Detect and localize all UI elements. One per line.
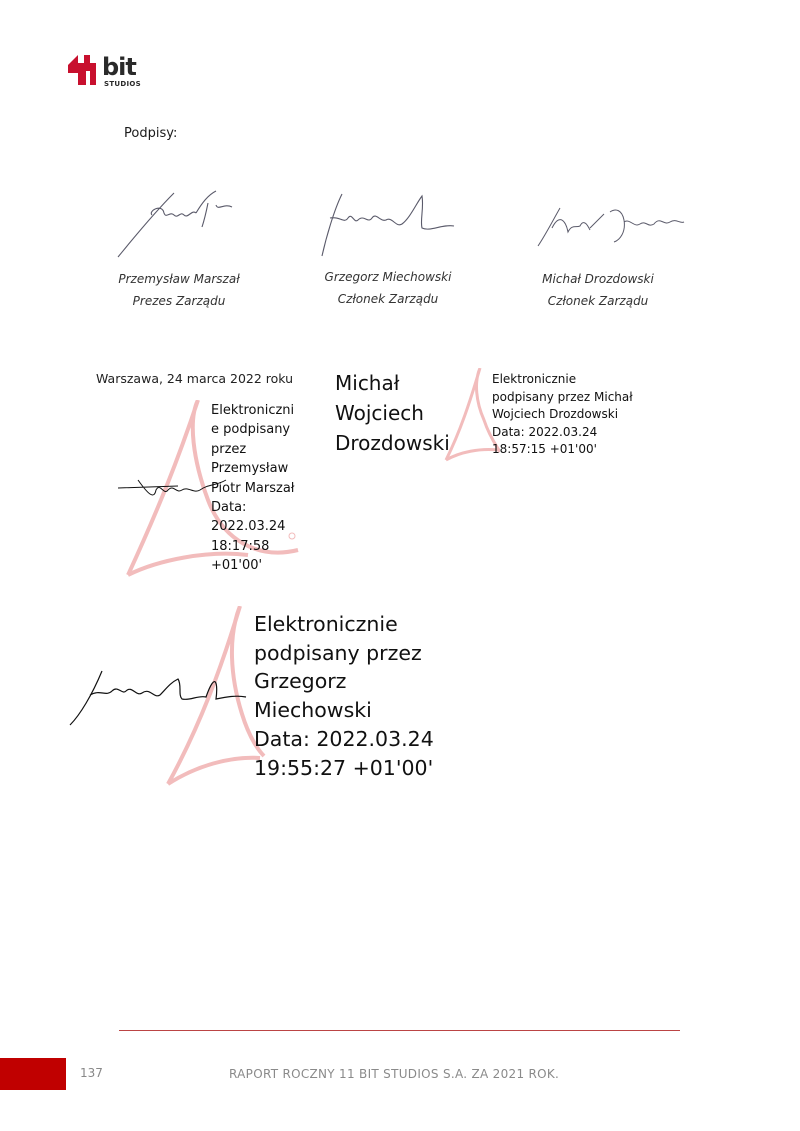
company-logo (66, 49, 148, 93)
logo-wordmark: bit (102, 53, 136, 81)
esig-name-line: Drozdowski (335, 431, 450, 455)
handwritten-signature-drozdowski (530, 198, 690, 253)
signatory-role: Członek Zarządu (547, 294, 649, 308)
esig-line: Wojciech Drozdowski (492, 407, 619, 421)
esig-marszal-text (211, 401, 311, 576)
esig-miechowski-text (254, 610, 454, 782)
esig-line: Elektronicznie (254, 612, 398, 636)
handwritten-signature-marszal (112, 185, 242, 265)
logo-subtext: STUDIOS (104, 80, 142, 88)
signatory-marszal (79, 268, 279, 312)
esig-line: Data: (211, 500, 247, 516)
esig-line: 19:55:27 +01'00' (254, 755, 434, 780)
footer-accent-block (0, 1058, 66, 1090)
esig-line: podpisany przez Michał (492, 389, 633, 404)
esig-drozdowski-text (492, 371, 662, 459)
signatory-name: Michał Drozdowski (542, 272, 654, 286)
esig-line: Elektronicznie (492, 372, 577, 386)
signatures-label: Podpisy: (124, 126, 178, 141)
signatory-role: Prezes Zarządu (132, 294, 226, 308)
esig-line: Grzegorz (254, 669, 347, 694)
handwritten-signature-miechowski (310, 188, 460, 263)
footer-divider (119, 1030, 680, 1031)
esig-line: +01'00' (211, 558, 263, 574)
esig-line: przez (211, 441, 247, 457)
handwritten-signature-large-miechowski (66, 655, 248, 730)
esig-name-line: Michał (335, 371, 400, 395)
esig-line: Przemysław (211, 461, 289, 477)
esig-line: podpisany przez (254, 640, 422, 665)
esig-line: e podpisany (211, 422, 291, 438)
esig-line: Elektroniczni (211, 403, 295, 418)
esig-drozdowski-name (335, 368, 450, 458)
esig-name-line: Wojciech (335, 401, 424, 425)
signatory-drozdowski (498, 268, 698, 312)
esig-line: Piotr Marszał (211, 480, 295, 496)
esig-line: Data: 2022.03.24 (254, 726, 434, 751)
place-date: Warszawa, 24 marca 2022 roku (96, 371, 294, 386)
esig-line: 18:17:58 (211, 538, 270, 554)
esig-line: Miechowski (254, 698, 372, 723)
page-number: 137 (80, 1066, 103, 1080)
signatory-role: Członek Zarządu (337, 292, 439, 306)
signatory-name: Grzegorz Miechowski (324, 270, 452, 284)
signatory-miechowski (288, 266, 488, 310)
signatory-name: Przemysław Marszał (118, 272, 240, 286)
esig-line: 2022.03.24 (211, 519, 286, 535)
esig-line: Data: 2022.03.24 (492, 424, 598, 439)
esig-line: 18:57:15 +01'00' (492, 442, 597, 456)
footer-title: RAPORT ROCZNY 11 BIT STUDIOS S.A. ZA 2021 ROK. (229, 1067, 560, 1081)
